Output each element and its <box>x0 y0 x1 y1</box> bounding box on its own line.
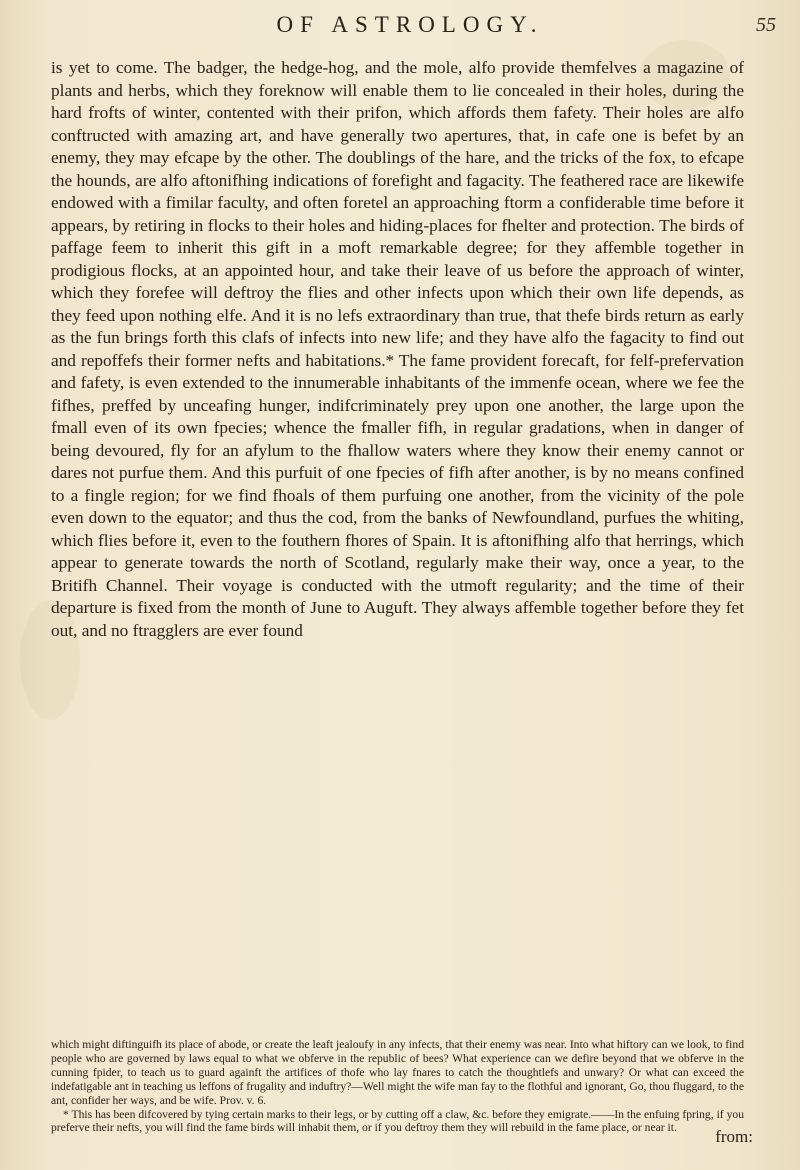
page-number: 55 <box>756 14 776 36</box>
catchword: from: <box>715 1127 753 1146</box>
footnote-continued: which might diftinguifh its place of abode, or create the leaft jealoufy in any infects, that their enemy was near. Into what hiftory can we look, to find people who are governed by laws equal to what we obferve in the republic of bees? What experience can we defire beyond that we obferve in the cunning fpider, to teach us to guard againft the artifices of thofe who lay fnares to catch the thoughtlefs and unwary? Or what can exceed the indefatigable ant in teaching us leffons of frugality and induftry?—Well might the wife man fay to the flothful and ignorant, Go, thou fluggard, to the ant, confider her ways, and be wife. Prov. v. 6. <box>51 1038 744 1107</box>
main-text: is yet to come. The badger, the hedge-hog, and the mole, alfo provide themfelves a magazine of plants and herbs, which they foreknow will enable them to lie concealed in their holes, during the hard frofts of winter, contented with their prifon, which affords them fafety. Their holes are alfo conftructed with amazing art, and have generally two apertures, that, in cafe one is befet by an enemy, they may efcape by the other. The doublings of the hare, and the tricks of the fox, to efcape the hounds, are alfo aftonifhing indications of forefight and fagacity. The feathered race are likewife endowed with a fimilar faculty, and often foretel an approaching ftorm a confiderable time before it appears, by retiring in flocks to their holes and hiding-places for fhelter and protection. The birds of paffage feem to inherit this gift in a moft remarkable degree; for they affemble together in prodigious flocks, at an appointed hour, and take their leave of us before the approach of winter, which they forefee will deftroy the flies and other infects upon which their own life depends, as they feed upon nothing elfe. And it is no lefs extraordinary than true, that thefe birds return as early as the fun brings forth this clafs of infects into new life; and they have alfo the fagacity to find out and repoffefs their former nefts and habitations.* The fame provident forecaft, for felf-prefervation and fafety, is even extended to the innumerable inhabitants of the immenfe ocean, where we fee the fifhes, preffed by unceafing hunger, indifcriminately prey upon one another, the large upon the fmall even of its own fpecies; whence the fmaller fifh, in regular gradations, when in danger of being devoured, fly for an afylum to the fhallow waters where they know their enemy cannot or dares not purfue them. And this purfuit of one fpecies of fifh after another, is by no means confined to a fingle region; for we find fhoals of them purfuing one another, from the vicinity of the pole even down to the equator; and thus the cod, from the banks of Newfoundland, purfues the whiting, which flies before it, even to the fouthern fhores of Spain. It is aftonifhing alfo that herrings, which appear to generate towards the north of Scotland, regularly make their way, once a year, to the Britifh Channel. Their voyage is conducted with the utmoft regularity; and the time of their departure is fixed from the month of June to Auguft. They always affemble together before they fet out, and no ftragglers are ever found <box>51 58 744 640</box>
running-head <box>0 12 800 38</box>
running-title: OF ASTROLOGY. <box>276 12 544 37</box>
footnotes <box>51 1038 744 1135</box>
footnote-star: * This has been difcovered by tying certain marks to their legs, or by cutting off a claw, &c. before they emigrate.——In the enfuing fpring, if you preferve their nefts, you will find the fame birds will inhabit them, or if you deftroy them they will rebuild in the fame place, or near it. <box>51 1107 744 1135</box>
